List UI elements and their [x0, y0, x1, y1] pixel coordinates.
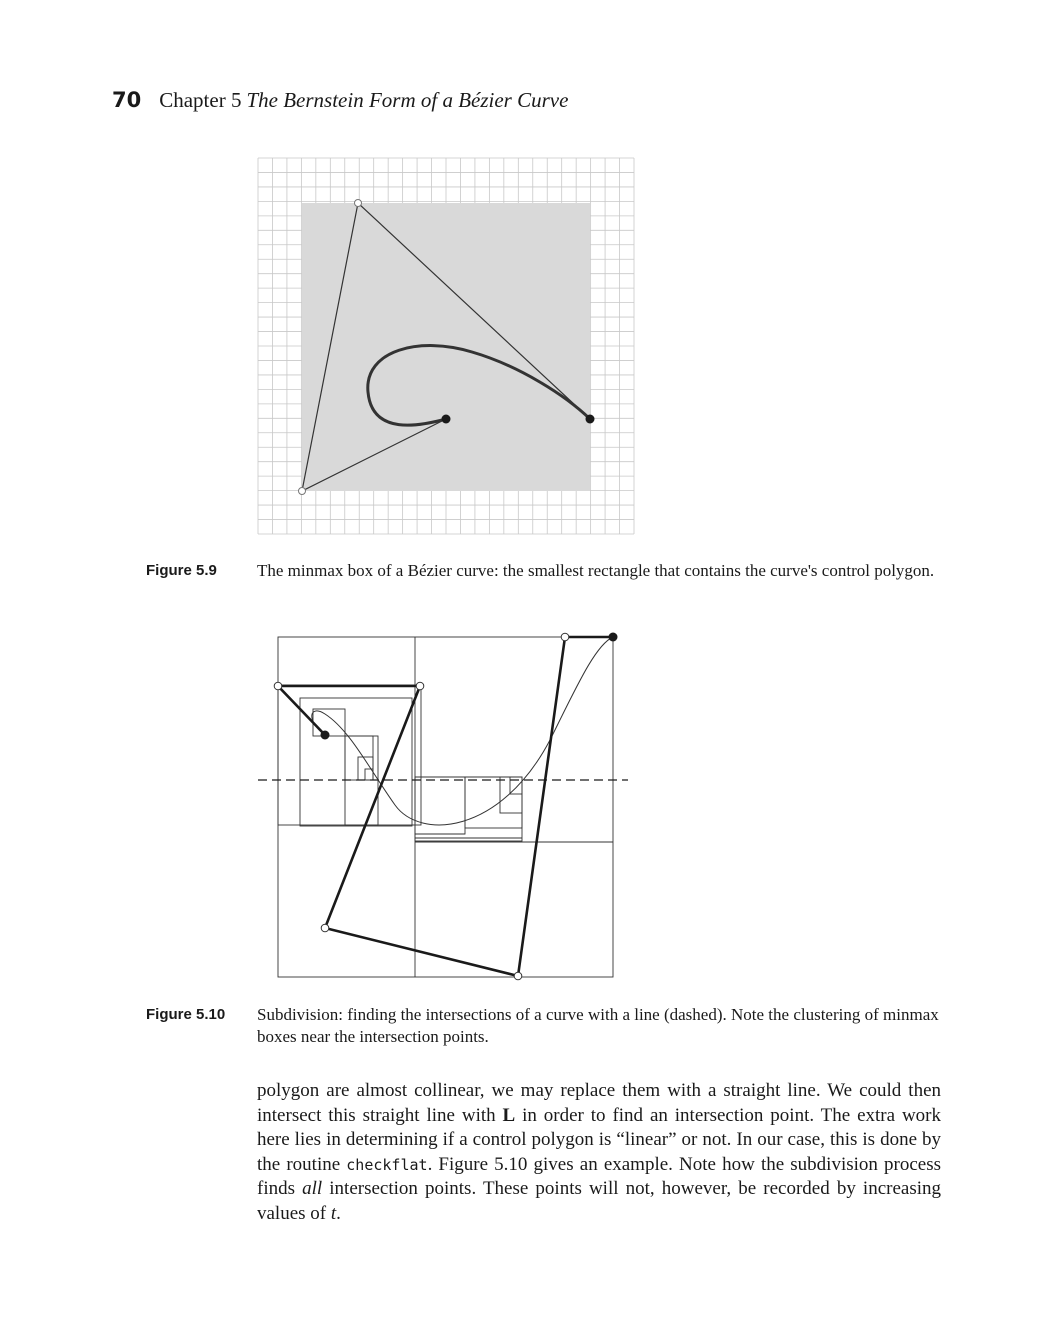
code-routine-name: checkflat: [346, 1155, 428, 1174]
body-text-emphasis: all: [302, 1178, 323, 1199]
minmax-box: [300, 698, 412, 826]
page-header: [112, 88, 568, 113]
control-point-start: [321, 731, 330, 740]
figure-5-10: [250, 630, 640, 990]
figure-5-9-caption: [146, 560, 946, 582]
minmax-box: [313, 709, 345, 736]
control-point: [416, 682, 424, 690]
body-text-segment: .: [336, 1202, 341, 1224]
control-point: [274, 682, 282, 690]
chapter-title: The Bernstein Form of a Bézier Curve: [246, 88, 569, 112]
page-number: 70: [112, 88, 142, 112]
bezier-curve: [312, 637, 613, 825]
body-text-segment: intersection points. These points will not, however, be recorded by increasing values of: [257, 1178, 941, 1224]
minmax-box: [278, 685, 421, 825]
control-point-start: [442, 415, 451, 424]
body-text-segment: in order to find an intersection point. The extra work here lies in determining if a control polygon is “linear” or not. In our case, this is done by the routine: [257, 1104, 942, 1175]
figure-5-9-caption-text: The minmax box of a Bézier curve: the smallest rectangle that contains the curve's control polygon.: [257, 561, 935, 580]
control-point: [561, 633, 569, 641]
control-point: [321, 924, 329, 932]
figure-5-10-caption: [146, 1004, 946, 1048]
body-text-segment: polygon are almost collinear, we may replace them with a straight line. We could then intersect this straight line with: [257, 1080, 941, 1126]
figure-5-9: [250, 150, 642, 542]
control-polygon: [278, 637, 613, 976]
figure-5-10-label: Figure 5.10: [146, 1006, 226, 1023]
control-point-2: [299, 488, 306, 495]
body-text-segment: . Figure 5.10 gives an example. Note how the subdivision process finds: [257, 1153, 941, 1199]
figure-5-9-label: Figure 5.9: [146, 562, 217, 579]
control-point-end: [586, 415, 595, 424]
minmax-box: [345, 736, 373, 780]
body-text-bold-L: L: [502, 1104, 516, 1126]
body-text-variable: t: [330, 1202, 337, 1224]
minmax-box: [465, 777, 522, 828]
chapter-label: Chapter 5: [159, 88, 242, 112]
minmax-box: [500, 777, 522, 813]
minmax-box: [415, 777, 522, 841]
control-point: [514, 972, 522, 980]
control-point-3: [355, 200, 362, 207]
control-point-end: [609, 633, 618, 642]
figure-5-10-caption-text: Subdivision: finding the intersections of a curve with a line (dashed). Note the clustering of minmax boxes near the intersection points.: [257, 1005, 939, 1046]
body-paragraph: [257, 1079, 941, 1226]
